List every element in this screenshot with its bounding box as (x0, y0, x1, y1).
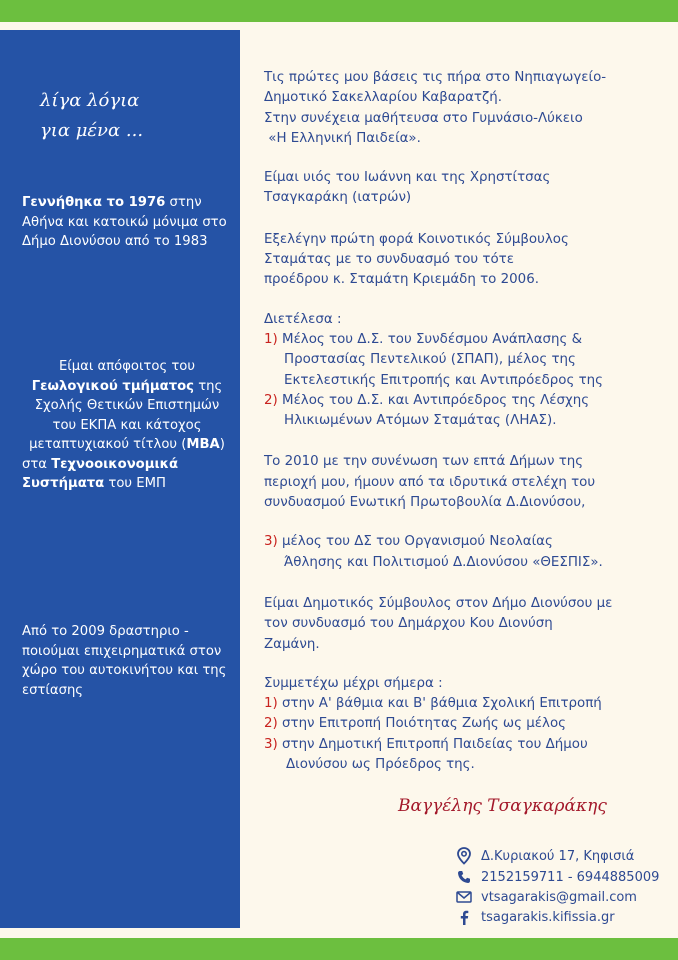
text-line: περιοχή μου, ήμουν από τα ιδρυτικά στελέχη του (264, 474, 596, 490)
sidebar-heading-line1: λίγα λόγια (40, 90, 140, 111)
edu-bold-mba: MBA (186, 437, 220, 452)
current-title: Συμμετέχω μέχρι σήμερα : (264, 675, 443, 691)
text-line: Είμαι υιός του Ιωάννη και της Χρηστίτσας (264, 170, 551, 186)
edu-text-1: Είμαι απόφοιτος του (58, 359, 196, 374)
envelope-icon (455, 888, 473, 906)
text-line: Το 2010 με την συνένωση των επτά Δήμων της (264, 454, 584, 470)
current-item-1 (264, 694, 664, 714)
served-item-1 (264, 330, 664, 391)
item-number: 2) (264, 716, 278, 732)
text-line: Ηλικιωμένων Ατόμων Σταμάτας (ΛΗΑΣ). (284, 413, 557, 429)
sidebar-heading (40, 86, 143, 146)
email-row (455, 887, 659, 907)
paragraph-schools (264, 68, 664, 149)
text-line: Μέλος του Δ.Σ. και Αντιπρόεδρος της Λέσχης (282, 392, 590, 408)
address-text: Δ.Κυριακού 17, Κηφισιά (481, 848, 635, 864)
text-line: «Η Ελληνική Παιδεία». (264, 130, 421, 146)
edu-text-3: ) (219, 437, 225, 452)
text-line: Τις πρώτες μου βάσεις τις πήρα στο Νηπιαγωγείο- (264, 70, 607, 85)
edu-text-5: του ΕΜΠ (104, 476, 166, 491)
facebook-text[interactable]: tsagarakis.kifissia.gr (481, 909, 615, 925)
sidebar-heading-line2: για μένα ... (40, 120, 144, 141)
edu-text-2: της Σχολής Θετικών Επιστημών του ΕΚΠΑ και κάτοχος μεταπτυχιακού τίτλου ( (29, 378, 223, 452)
item-number: 3) (264, 534, 278, 550)
bottom-green-bar (0, 938, 678, 960)
facebook-icon (455, 908, 473, 926)
item-number: 1) (264, 331, 278, 347)
edu-bold-systems: Τεχνοοικονομικά Συστήματα (22, 456, 179, 491)
phone-text[interactable]: 2152159711 - 6944885009 (481, 869, 660, 885)
served-item-3 (264, 532, 664, 573)
edu-bold-geology: Γεωλογικού τμήματος (31, 378, 194, 394)
text-line: μέλος του ΔΣ του Οργανισμού Νεολαίας (282, 534, 553, 550)
text-line: στην Δημοτική Επιτροπή Παιδείας του Δήμου (282, 736, 588, 752)
facebook-row (455, 907, 659, 927)
sidebar-education-block (22, 357, 232, 494)
text-line: Τσαγκαράκη (ιατρών) (264, 190, 412, 206)
served-title: Διετέλεσα : (264, 311, 342, 327)
text-line: προέδρου κ. Σταμάτη Κριεμάδη το 2006. (264, 272, 539, 288)
text-line: Άθλησης και Πολιτισμού Δ.Διονύσου «ΘΕΣΠΙΣ». (284, 554, 603, 570)
item-number: 2) (264, 392, 278, 408)
text-line: Εκτελεστικής Επιτροπής και Αντιπρόεδρος της (284, 372, 604, 388)
signature: Βαγγέλης Τσαγκαράκης (398, 796, 607, 816)
text-line: Προστασίας Πεντελικού (ΣΠΑΠ), μέλος της (284, 352, 576, 368)
main-text (264, 68, 664, 775)
paragraph-council (264, 594, 664, 655)
address-row (455, 846, 659, 866)
paragraph-election (264, 230, 664, 291)
current-item-3 (264, 735, 664, 776)
phone-row (455, 867, 659, 887)
birth-text: στην Αθήνα και κατοικώ μόνιμα στο Δήμο Διονύσου από το 1983 (22, 195, 227, 249)
text-line: στην Επιτροπή Ποιότητας Ζωής ως μέλος (282, 716, 566, 732)
text-line: τον συνδυασμό του Δημάρχου Κου Διονύση (264, 616, 553, 632)
text-line: Δημοτικό Σακελλαρίου Καβαρατζή. (264, 90, 503, 106)
text-line: Στην συνέχεια μαθήτευσα στο Γυμνάσιο-Λύκειο (264, 110, 583, 126)
sidebar-birth-block (22, 193, 232, 252)
phone-icon (455, 868, 473, 886)
current-item-2 (264, 714, 664, 734)
item-number: 1) (264, 696, 278, 712)
item-number: 3) (264, 736, 278, 752)
text-line: Σταμάτας με το συνδυασμό του τότε (264, 252, 514, 268)
text-line: Εξελέγην πρώτη φορά Κοινοτικός Σύμβουλος (264, 231, 569, 247)
top-green-bar (0, 0, 678, 22)
served-item-2 (264, 391, 664, 432)
email-text[interactable]: vtsagarakis@gmail.com (481, 889, 637, 905)
text-line: στην Α' βάθμια και Β' βάθμια Σχολική Επιτροπή (282, 696, 602, 712)
birth-bold: Γεννήθηκα το 1976 (22, 195, 166, 210)
sidebar-business-block: Από το 2009 δραστηριο - ποιούμαι επιχειρηματικά στον χώρο του αυτοκινήτου και της εστίασης (22, 624, 227, 698)
paragraph-parents (264, 168, 664, 209)
text-line: Διονύσου ως Πρόεδρος της. (286, 757, 475, 773)
edu-text-4: στα (22, 456, 52, 472)
paragraph-merger (264, 452, 664, 513)
text-line: Ζαμάνη. (264, 636, 320, 652)
text-line: Είμαι Δημοτικός Σύμβουλος στον Δήμο Διονύσου με (264, 595, 613, 611)
text-line: Μέλος του Δ.Σ. του Συνδέσμου Ανάπλασης & (282, 331, 583, 347)
text-line: συνδυασμού Ενωτική Πρωτοβουλία Δ.Διονύσου, (264, 495, 586, 511)
location-pin-icon (455, 847, 473, 865)
contact-info (455, 846, 659, 927)
